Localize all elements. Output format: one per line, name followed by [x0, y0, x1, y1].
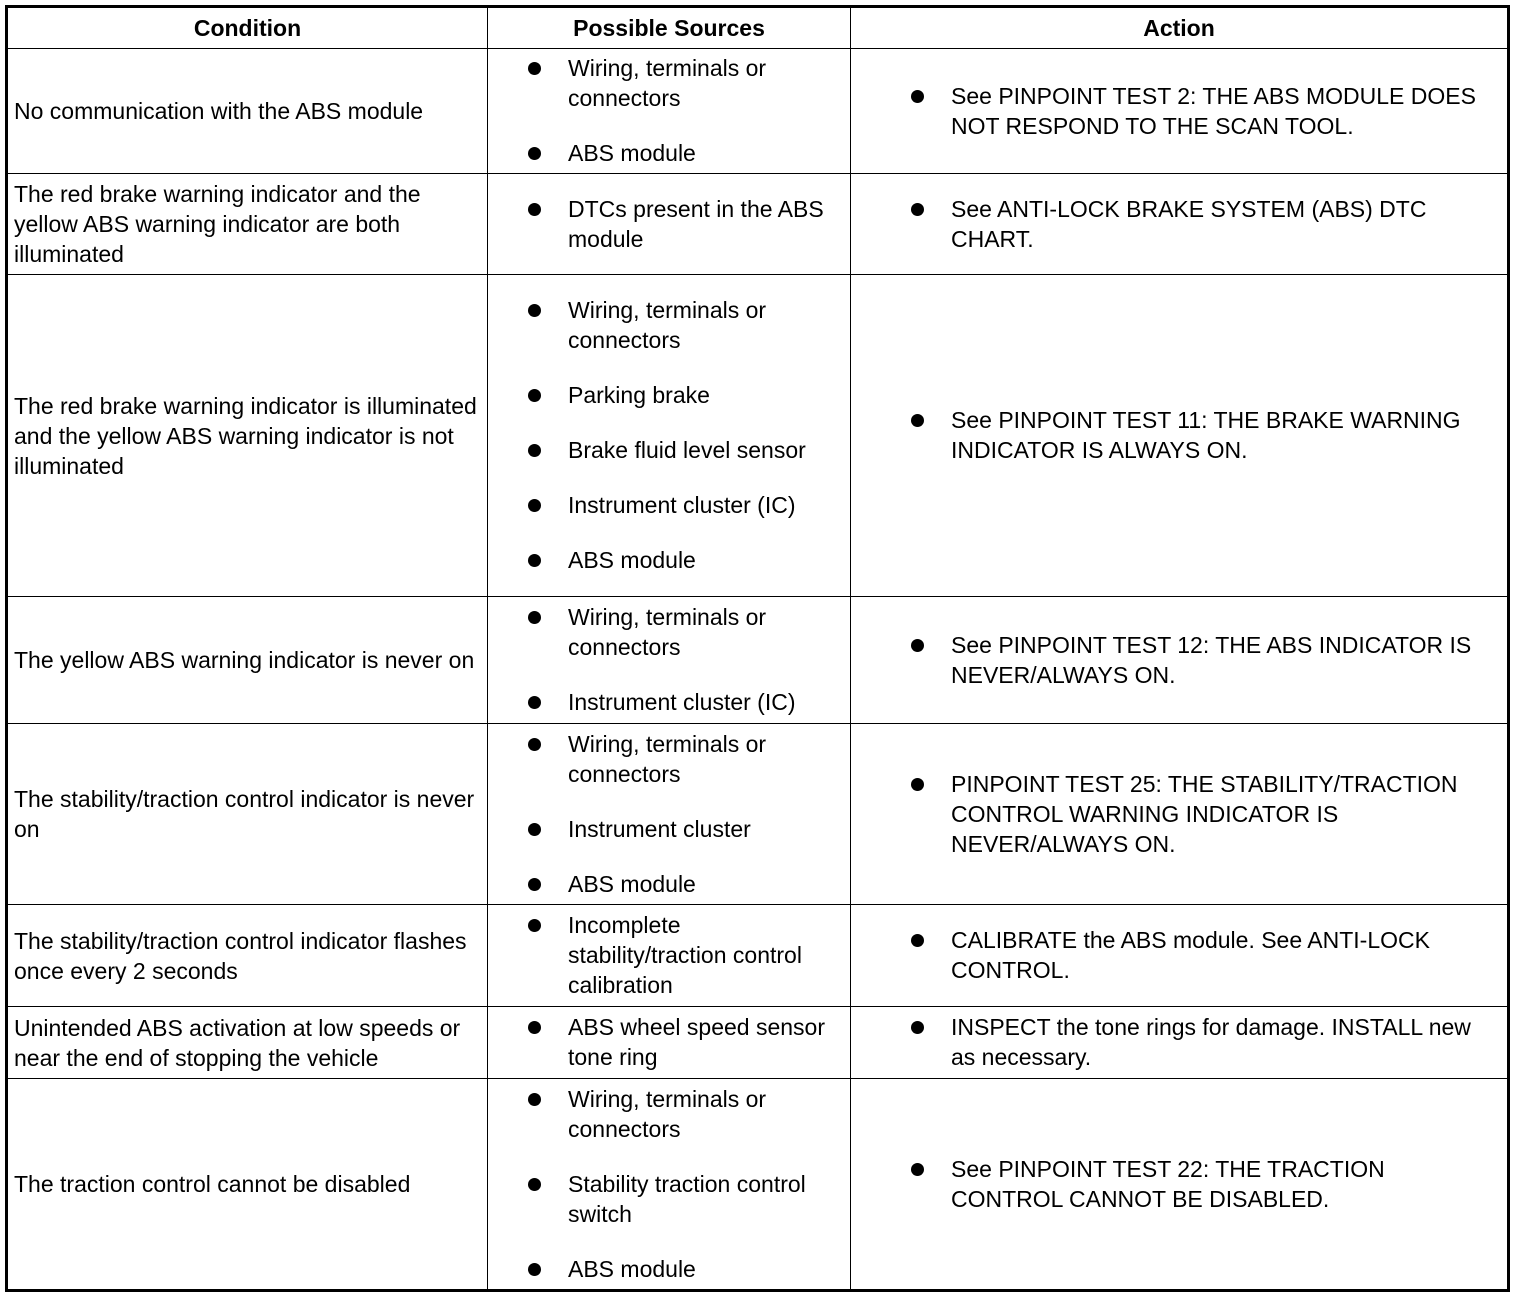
sources-cell — [488, 1007, 851, 1079]
action-cell — [851, 905, 1509, 1007]
action-item: INSPECT the tone rings for damage. INSTALL new as necessary. — [911, 1012, 1487, 1072]
action-cell — [851, 1079, 1509, 1291]
sources-cell — [488, 905, 851, 1007]
condition-cell: The traction control cannot be disabled — [7, 1079, 488, 1291]
action-list — [911, 1154, 1487, 1214]
table-body — [7, 49, 1509, 1291]
condition-cell: The red brake warning indicator and the yellow ABS warning indicator are both illuminated — [7, 174, 488, 275]
symptom-table — [5, 5, 1510, 1292]
action-cell — [851, 724, 1509, 905]
sources-cell — [488, 724, 851, 905]
source-item: Wiring, terminals or connectors — [528, 295, 842, 355]
table-row — [7, 1007, 1509, 1079]
sources-list — [528, 602, 842, 717]
sources-list — [528, 194, 842, 254]
source-item: Stability traction control switch — [528, 1169, 842, 1229]
action-cell — [851, 275, 1509, 597]
source-item: Incomplete stability/traction control calibration — [528, 910, 842, 1000]
table-row — [7, 174, 1509, 275]
sources-list — [528, 729, 842, 899]
source-item: ABS module — [528, 545, 842, 575]
action-list — [911, 769, 1487, 859]
source-item: Wiring, terminals or connectors — [528, 53, 842, 113]
action-cell — [851, 174, 1509, 275]
header-row — [7, 7, 1509, 49]
sources-cell — [488, 49, 851, 174]
source-item: Wiring, terminals or connectors — [528, 729, 842, 789]
table-row — [7, 49, 1509, 174]
condition-header: Condition — [7, 7, 488, 49]
source-item: DTCs present in the ABS module — [528, 194, 842, 254]
sources-list — [528, 295, 842, 575]
sources-list — [528, 1012, 842, 1072]
source-item: ABS module — [528, 138, 842, 168]
action-list — [911, 630, 1487, 690]
sources-list — [528, 1084, 842, 1284]
condition-cell: The yellow ABS warning indicator is never on — [7, 597, 488, 724]
sources-cell — [488, 174, 851, 275]
action-cell — [851, 597, 1509, 724]
action-item: CALIBRATE the ABS module. See ANTI-LOCK CONTROL. — [911, 925, 1487, 985]
action-list — [911, 81, 1487, 141]
condition-cell: The red brake warning indicator is illuminated and the yellow ABS warning indicator is not illuminated — [7, 275, 488, 597]
source-item: Instrument cluster — [528, 814, 842, 844]
sources-cell — [488, 597, 851, 724]
table-row — [7, 275, 1509, 597]
action-item: See ANTI-LOCK BRAKE SYSTEM (ABS) DTC CHART. — [911, 194, 1487, 254]
action-item: See PINPOINT TEST 2: THE ABS MODULE DOES NOT RESPOND TO THE SCAN TOOL. — [911, 81, 1487, 141]
action-item: See PINPOINT TEST 11: THE BRAKE WARNING INDICATOR IS ALWAYS ON. — [911, 405, 1487, 465]
action-cell — [851, 1007, 1509, 1079]
action-list — [911, 405, 1487, 465]
source-item: ABS module — [528, 869, 842, 899]
source-item: Parking brake — [528, 380, 842, 410]
sources-list — [528, 53, 842, 168]
action-list — [911, 194, 1487, 254]
source-item: Instrument cluster (IC) — [528, 687, 842, 717]
condition-cell: Unintended ABS activation at low speeds or near the end of stopping the vehicle — [7, 1007, 488, 1079]
action-item: PINPOINT TEST 25: THE STABILITY/TRACTION CONTROL WARNING INDICATOR IS NEVER/ALWAYS ON. — [911, 769, 1487, 859]
table-row — [7, 724, 1509, 905]
condition-cell: The stability/traction control indicator flashes once every 2 seconds — [7, 905, 488, 1007]
source-item: Brake fluid level sensor — [528, 435, 842, 465]
source-item: Wiring, terminals or connectors — [528, 1084, 842, 1144]
action-item: See PINPOINT TEST 22: THE TRACTION CONTROL CANNOT BE DISABLED. — [911, 1154, 1487, 1214]
sources-cell — [488, 1079, 851, 1291]
condition-cell: No communication with the ABS module — [7, 49, 488, 174]
table-row — [7, 1079, 1509, 1291]
action-list — [911, 1012, 1487, 1072]
sources-list — [528, 910, 842, 1000]
action-cell — [851, 49, 1509, 174]
source-item: ABS wheel speed sensor tone ring — [528, 1012, 842, 1072]
possible-sources-header: Possible Sources — [488, 7, 851, 49]
sources-cell — [488, 275, 851, 597]
diagnostic-chart — [5, 5, 1510, 1292]
condition-cell: The stability/traction control indicator is never on — [7, 724, 488, 905]
table-row — [7, 905, 1509, 1007]
table-row — [7, 597, 1509, 724]
action-list — [911, 925, 1487, 985]
action-item: See PINPOINT TEST 12: THE ABS INDICATOR IS NEVER/ALWAYS ON. — [911, 630, 1487, 690]
source-item: Wiring, terminals or connectors — [528, 602, 842, 662]
action-header: Action — [851, 7, 1509, 49]
source-item: ABS module — [528, 1254, 842, 1284]
source-item: Instrument cluster (IC) — [528, 490, 842, 520]
